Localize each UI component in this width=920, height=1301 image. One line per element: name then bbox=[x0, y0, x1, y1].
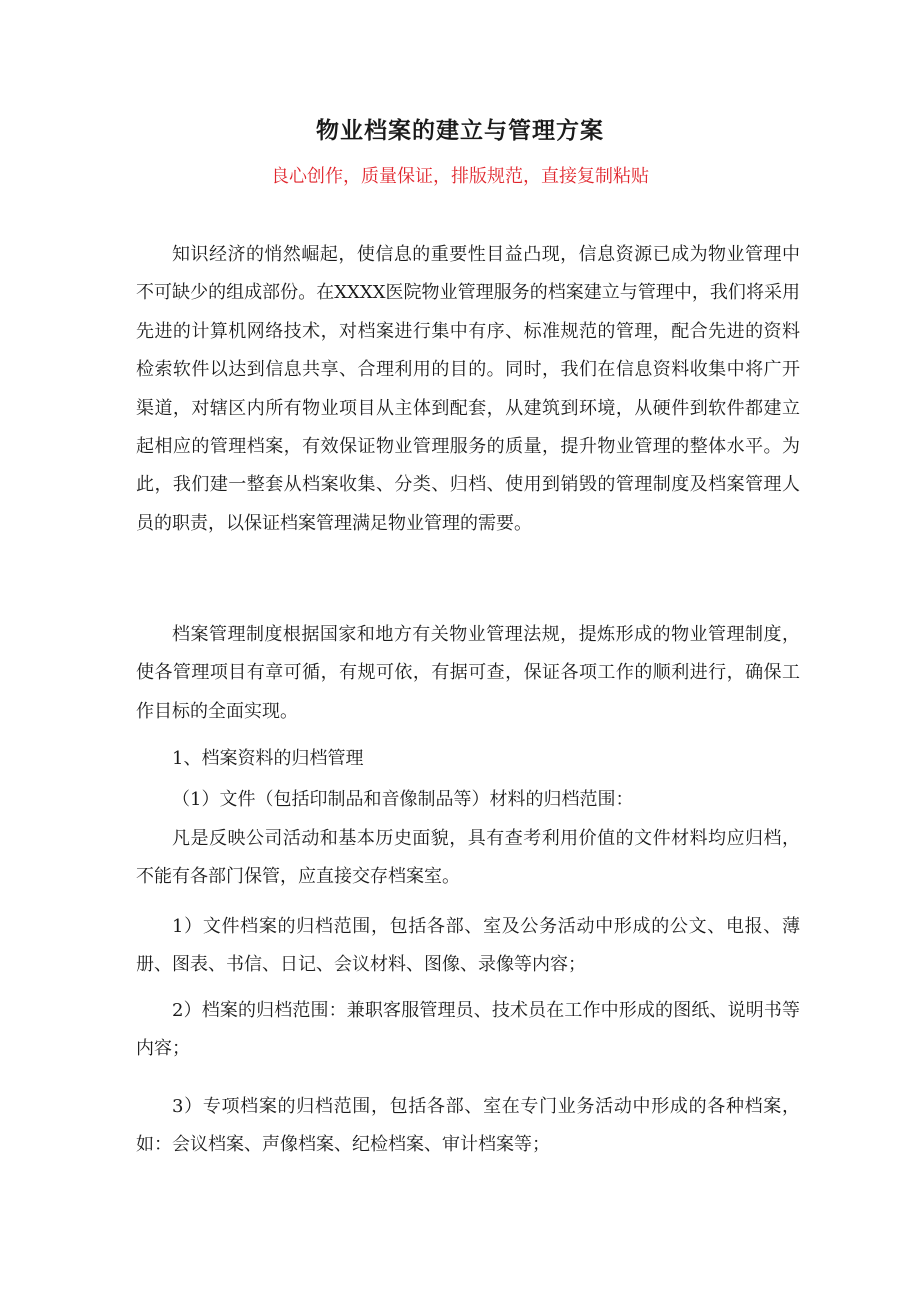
list-item-file-archive: 1）文件档案的归档范围，包括各部、室及公务活动中形成的公文、电报、薄册、图表、书信、日记、会议材料、图像、录像等内容； bbox=[136, 916, 800, 976]
list-item-special-archive: 3）专项档案的归档范围，包括各部、室在专门业务活动中形成的各种档案，如：会议档案、声像档案、纪检档案、审计档案等； bbox=[136, 1096, 800, 1156]
paragraph-scope: 凡是反映公司活动和基本历史面貌，具有查考利用价值的文件材料均应归档，不能有各部门保管，应直接交存档案室。 bbox=[136, 828, 800, 888]
section-heading-1: 1、档案资料的归档管理 bbox=[172, 748, 364, 769]
paragraph-intro: 知识经济的悄然崛起，使信息的重要性目益凸现，信息资源已成为物业管理中不可缺少的组成部份。在XXXX医院物业管理服务的档案建立与管理中，我们将采用先进的计算机网络技术，对档案进行集中有序、标准规范的管理，配合先进的资料检索软件以达到信息共享、合理利用的目的。同时，我们在信息资料收集中将广开渠道，对辖区内所有物业项目从主体到配套，从建筑到环境，从硬件到软件都建立起相应的管理档案，有效保证物业管理服务的质量，提升物业管理的整体水平。为此，我们建一整套从档案收集、分类、归档、使用到销毁的管理制度及档案管理人员的职责，以保证档案管理满足物业管理的需要。 bbox=[136, 244, 800, 534]
list-item-archive-scope: 2）档案的归档范围：兼职客服管理员、技术员在工作中形成的图纸、说明书等内容； bbox=[136, 1000, 800, 1060]
document-title: 物业档案的建立与管理方案 bbox=[316, 117, 604, 144]
paragraph-system: 档案管理制度根据国家和地方有关物业管理法规，提炼形成的物业管理制度，使各管理项目有章可循，有规可依，有据可查，保证各项工作的顺利进行，确保工作目标的全面实现。 bbox=[136, 624, 800, 722]
subsection-heading-1: （1）文件（包括印制品和音像制品等）材料的归档范围： bbox=[172, 789, 634, 810]
document-subtitle: 良心创作，质量保证，排版规范，直接复制粘贴 bbox=[271, 166, 649, 187]
